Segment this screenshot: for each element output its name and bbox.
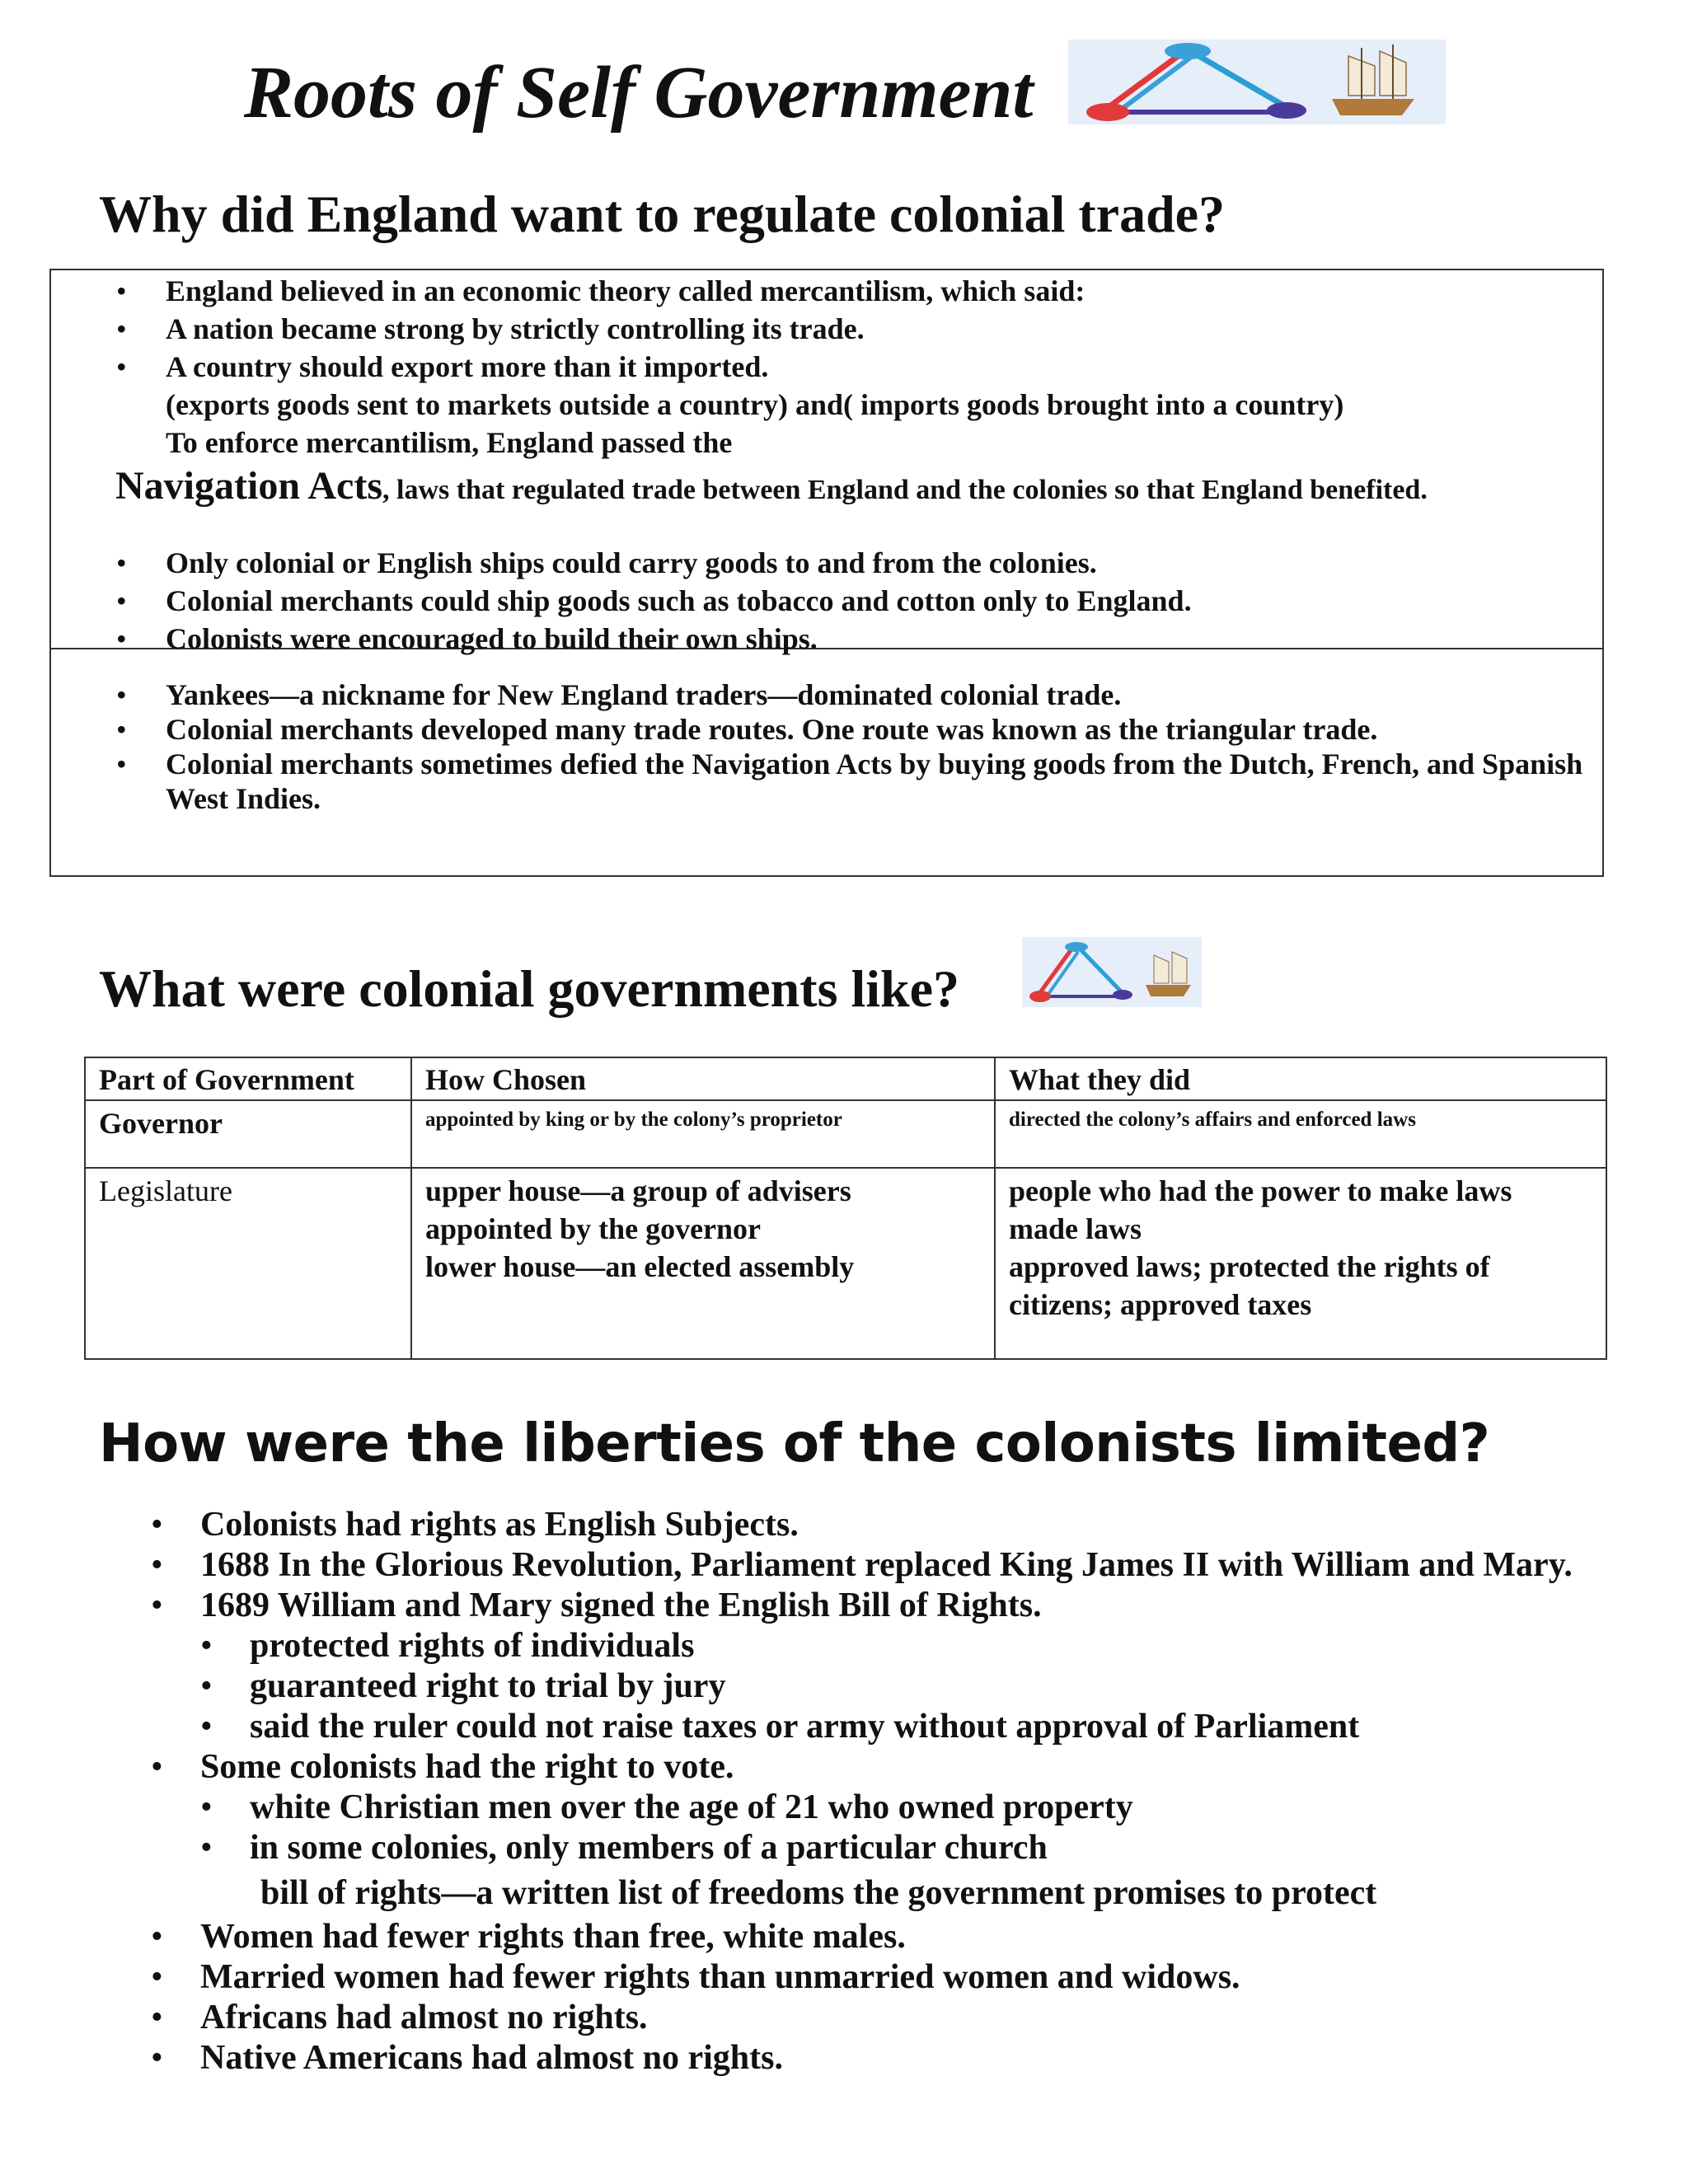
list-item: • Colonists were encouraged to build their own ships. (116, 620, 1192, 658)
government-table (84, 1057, 1607, 1360)
sub-list-item: • said the ruler could not raise taxes or army without approval of Parliament (200, 1707, 1651, 1747)
list-item: • 1688 In the Glorious Revolution, Parliament replaced King James II with William and Mary. (151, 1545, 1651, 1586)
what-they-did-text: citizens; approved taxes (1009, 1288, 1312, 1321)
table-cell (411, 1100, 995, 1168)
section-heading-trade: Why did England want to regulate colonial trade? (99, 185, 1226, 243)
list-item (151, 1586, 1651, 1626)
table-cell (85, 1100, 411, 1168)
exports-imports-line: (exports goods sent to markets outside a country) and( imports goods brought into a country) (166, 388, 1344, 421)
sub-list-wrapper (151, 1626, 1651, 1747)
list-item: • Colonial merchants developed many trade routes. One route was known as the triangular trade. (116, 712, 1592, 747)
list-item: • Native Americans had almost no rights. (151, 2038, 1651, 2079)
sub-list-item: • protected rights of individuals (200, 1626, 1651, 1666)
list-item: • Some colonists had the right to vote. (151, 1747, 1651, 1788)
what-they-did-text: people who had the power to make laws (1009, 1174, 1512, 1207)
table-cell (995, 1168, 1606, 1359)
sub-list-item: • guaranteed right to trial by jury (200, 1666, 1651, 1707)
sub-list-item: • white Christian men over the age of 21 who owned property (200, 1788, 1651, 1828)
sub-list-item: • in some colonies, only members of a particular church (200, 1828, 1651, 1868)
list-item: • Yankees—a nickname for New England traders—dominated colonial trade. (116, 677, 1592, 712)
government-part: Governor (99, 1107, 223, 1140)
list-item: • A nation became strong by strictly controlling its trade. (116, 310, 1085, 348)
table-row (85, 1100, 1606, 1168)
mercantilism-list (116, 272, 1085, 386)
sub-list-wrapper (151, 1788, 1651, 1868)
government-part: Legislature (99, 1174, 232, 1207)
bill-of-rights-definition: bill of rights—a written list of freedoms the government promises to protect (260, 1874, 1377, 1912)
enforce-line: To enforce mercantilism, England passed the (166, 426, 733, 459)
list-item: • A country should export more than it imported. (116, 348, 1085, 386)
colonial-trade-list (116, 677, 1592, 816)
what-they-did-text: directed the colony’s affairs and enforced laws (1009, 1108, 1416, 1131)
list-item: • Colonial merchants could ship goods such as tobacco and cotton only to England. (116, 582, 1192, 620)
list-item: • Women had fewer rights than free, white males. (151, 1917, 1651, 1957)
list-item: • England believed in an economic theory called mercantilism, which said: (116, 272, 1085, 310)
table-header-row (85, 1057, 1606, 1100)
list-item-text: 1689 William and Mary signed the English Bill of Rights. (200, 1586, 1042, 1624)
table-header: What they did (995, 1057, 1606, 1100)
table-cell (411, 1168, 995, 1359)
navigation-acts-definition: , laws that regulated trade between England and the colonies so that England benefited. (382, 475, 1428, 505)
list-item: • Married women had fewer rights than unmarried women and widows. (151, 1957, 1651, 1998)
navigation-acts-term: Navigation Acts (115, 464, 382, 508)
list-item: • Africans had almost no rights. (151, 1998, 1651, 2038)
voting-sublist (151, 1788, 1651, 1868)
section-heading-government: What were colonial governments like? (99, 959, 960, 1018)
navigation-acts-line (115, 463, 1428, 509)
what-they-did-text: made laws (1009, 1212, 1142, 1245)
how-chosen-text: appointed by king or by the colony’s proprietor (425, 1108, 842, 1131)
what-they-did-text: approved laws; protected the rights of (1009, 1250, 1490, 1283)
list-item: • Colonists had rights as English Subjects. (151, 1505, 1651, 1545)
table-cell (85, 1168, 411, 1359)
section-heading-liberties: How were the liberties of the colonists limited? (99, 1413, 1490, 1474)
triangular-trade-image (1068, 40, 1446, 124)
liberties-list (151, 1505, 1651, 2079)
how-chosen-text: appointed by the governor (425, 1212, 762, 1245)
table-cell (995, 1100, 1606, 1168)
list-item: • Colonial merchants sometimes defied the Navigation Acts by buying goods from the Dutch, French, and Spanish West Indies. (116, 747, 1592, 816)
navigation-rules-list (116, 544, 1192, 658)
how-chosen-text: upper house—a group of advisers (425, 1174, 851, 1207)
triangular-trade-image-small (1022, 937, 1202, 1007)
page-title: Roots of Self Government (244, 52, 1034, 134)
list-item: • Only colonial or English ships could carry goods to and from the colonies. (116, 544, 1192, 582)
bill-of-rights-sublist (151, 1626, 1651, 1747)
table-header: How Chosen (411, 1057, 995, 1100)
how-chosen-text: lower house—an elected assembly (425, 1250, 855, 1283)
table-row (85, 1168, 1606, 1359)
table-header: Part of Government (85, 1057, 411, 1100)
